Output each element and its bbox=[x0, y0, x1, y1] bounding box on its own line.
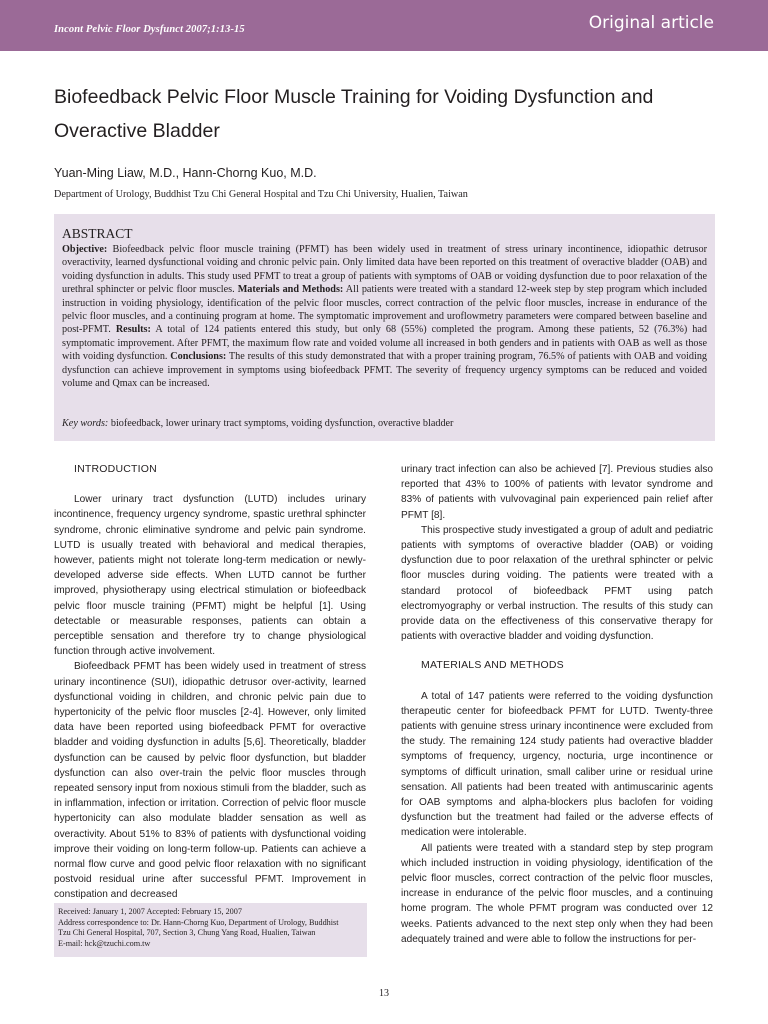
introduction-paragraph-1: Lower urinary tract dysfunction (LUTD) includes urinary incontinence, frequency urgency syndrome, spastic urethral sphincter syndrome, chronic eliminative syndrome and pelvic pain syndrome. LUTD is usually treated with behavioral and medical therapies, however, patients might not tolerate long-term medication or newly- developed adverse side effects. When LUTD cannot be further improved, physiotherapy using electrical stimulation or biofeedback pelvic floor muscle training (PFMT) might be helpful [1]. Using detectable or measurable responses, patients can obtain a perceptible sensation and therefore try to change physiological function through active involvement. bbox=[54, 494, 366, 658]
affiliation: Department of Urology, Buddhist Tzu Chi General Hospital and Tzu Chi University, Hualien, Taiwan bbox=[54, 189, 468, 200]
keywords bbox=[62, 418, 453, 429]
correspondence-email: E-mail: hck@tzuchi.com.tw bbox=[58, 938, 151, 948]
keywords-label: Key words: bbox=[62, 418, 109, 429]
abstract-heading: ABSTRACT bbox=[62, 226, 133, 241]
received-dates: Received: January 1, 2007 Accepted: February 15, 2007 bbox=[58, 907, 242, 916]
introduction-paragraph-4: This prospective study investigated a group of adult and pediatric patients with symptoms of overactive bladder (OAB) or voiding dysfunction due to poor relaxation of the urethral sphincter or pelvic floor muscles during voiding. The patients were treated with a standard protocol of biofeedback PFMT using patch electromyography or verbal instruction. The results of this study can provide data on the effectiveness of this conservative therapy for patients with overactive bladder and voiding dysfunction. bbox=[401, 524, 713, 643]
conclusions-text: The results of this study demonstrated that with a proper training program, 76.5% of patients with OAB and voiding dysfunction can achieve improvement in symptoms using biofeedback PFMT. The severity of frequency urgency symptoms can be reduced and voided volume and Qmax can be increased. bbox=[62, 351, 708, 390]
journal-header-bar bbox=[0, 0, 768, 51]
objective-text: Biofeedback pelvic floor muscle training (PFMT) has been widely used in treatment of stress urinary incontinence, idiopathic detrusor overactivity, learned dysfunctional voiding and chronic pelvic pain. Only limited data have been reported on this treatment of overactive bladder (OAB) and voiding dysfunction in adults. This study used PFMT to treat a group of patients with symptoms of OAB or voiding dysfunction due to poor relaxation of the urethral sphincter or pelvic floor muscles. bbox=[62, 244, 707, 296]
abstract-text bbox=[62, 243, 707, 390]
objective-label: Objective: bbox=[62, 244, 108, 255]
methods-paragraph-2: All patients were treated with a standard step by step program which included instruction in voiding physiology, identification of the pelvic floor muscles, correct contraction of the pelvic floor muscles, increase in endurance of the pelvic floor muscles, and a continuing home program. The whole PFMT program was conducted over 12 weeks. Patients advanced to the next step only when they had been adequately trained and were able to follow the instructions for per- bbox=[401, 842, 713, 945]
keywords-text: biofeedback, lower urinary tract symptoms, voiding dysfunction, overactive bladder bbox=[108, 418, 454, 429]
article-title: Biofeedback Pelvic Floor Muscle Training for Voiding Dysfunction and Overactive Bladder bbox=[54, 86, 654, 142]
methods-text: All patients were treated with a standard 12-week step by step program which included instruction in voiding physiology, identification of the pelvic floor muscles, correct contraction of the pelvic floor muscles, increase in endurance of the pelvic floor muscles, and a continuing program at home. The symptomatic improvement and uroflowmetry parameters were compared between baseline and post-PFMT. bbox=[62, 284, 707, 336]
methods-paragraph-1: A total of 147 patients were referred to the voiding dysfunction therapeutic center for biofeedback PFMT for LUTD. Twenty-three patients with genuine stress urinary incontinence were excluded from the study. The remaining 124 study patients had overactive bladder symptoms of frequency, urgency, nocturia, urge incontinence or symptoms of difficult urination, small caliber urine or residual urine sensation. All patients had been treated with antimuscarinic agents for OAB symptoms and alpha-blockers plus baclofen for voiding dysfunction but the treatment had failed or the adverse effects of medication were intolerable. bbox=[401, 690, 713, 839]
page-number: 13 bbox=[379, 988, 389, 999]
correspondence-box bbox=[54, 903, 367, 957]
left-column bbox=[54, 462, 366, 903]
methods-heading: MATERIALS AND METHODS bbox=[421, 659, 564, 672]
conclusions-label: Conclusions: bbox=[170, 351, 227, 363]
article-type-label: Original article bbox=[588, 13, 714, 33]
authors: Yuan-Ming Liaw, M.D., Hann-Chorng Kuo, M.D. bbox=[54, 166, 317, 180]
introduction-paragraph-3: urinary tract infection can also be achieved [7]. Previous studies also reported that 43% to 100% of patients with levator syndrome and 83% of patients with vulvovaginal pain experienced pain relief after PFMT [8]. bbox=[401, 464, 713, 521]
journal-citation: Incont Pelvic Floor Dysfunct 2007;1:13-15 bbox=[54, 24, 245, 35]
introduction-heading: INTRODUCTION bbox=[74, 463, 157, 475]
correspondence-address-2: Tzu Chi General Hospital, 707, Section 3, Chung Yang Road, Hualien, Taiwan bbox=[58, 928, 316, 938]
introduction-paragraph-2: Biofeedback PFMT has been widely used in treatment of stress urinary incontinence (SUI), idiopathic detrusor over-activity, learned dysfunctional voiding in children, and chronic pelvic pain due to hypertonicity of the pelvic floor muscles [2-4]. However, only limited data have been reported using biofeedback PFMT for overactive bladder and voiding dysfunction in adults [5,6]. Theoretically, bladder dysfunction can be caused by pelvic floor dysfunction, but bladder dysfunction can also over-train the pelvic floor muscles through repeated sensory input from noxious stimuli from the bladder, such as in inflammation, infection or irritation. Correction of pelvic floor muscle hypertonicity can also modulate bladder sensation as well as overactivity. About 51% to 83% of patients with dysfunctional voiding improve their voiding on long-term follow-up. Patients can achieve a normal flow curve and good pelvic floor relaxation with no significant postvoid residual urine after successful PFMT. Improvement in constipation and decreased bbox=[54, 661, 366, 901]
right-column bbox=[401, 462, 713, 947]
abstract-box bbox=[54, 214, 715, 441]
methods-label: Materials and Methods: bbox=[237, 284, 344, 296]
correspondence-address-1: Address correspondence to: Dr. Hann-Chorng Kuo, Department of Urology, Buddhist bbox=[58, 917, 339, 927]
results-text: A total of 124 patients entered this study, but only 68 (55%) completed the program. Among these patients, 52 (76.3%) had symptomatic improvement. After PFMT, the maximum flow rate and voided volume all increased in both genders and in patients with OAB as well as those with voiding dysfunction. bbox=[62, 324, 708, 363]
results-label: Results: bbox=[115, 324, 151, 336]
